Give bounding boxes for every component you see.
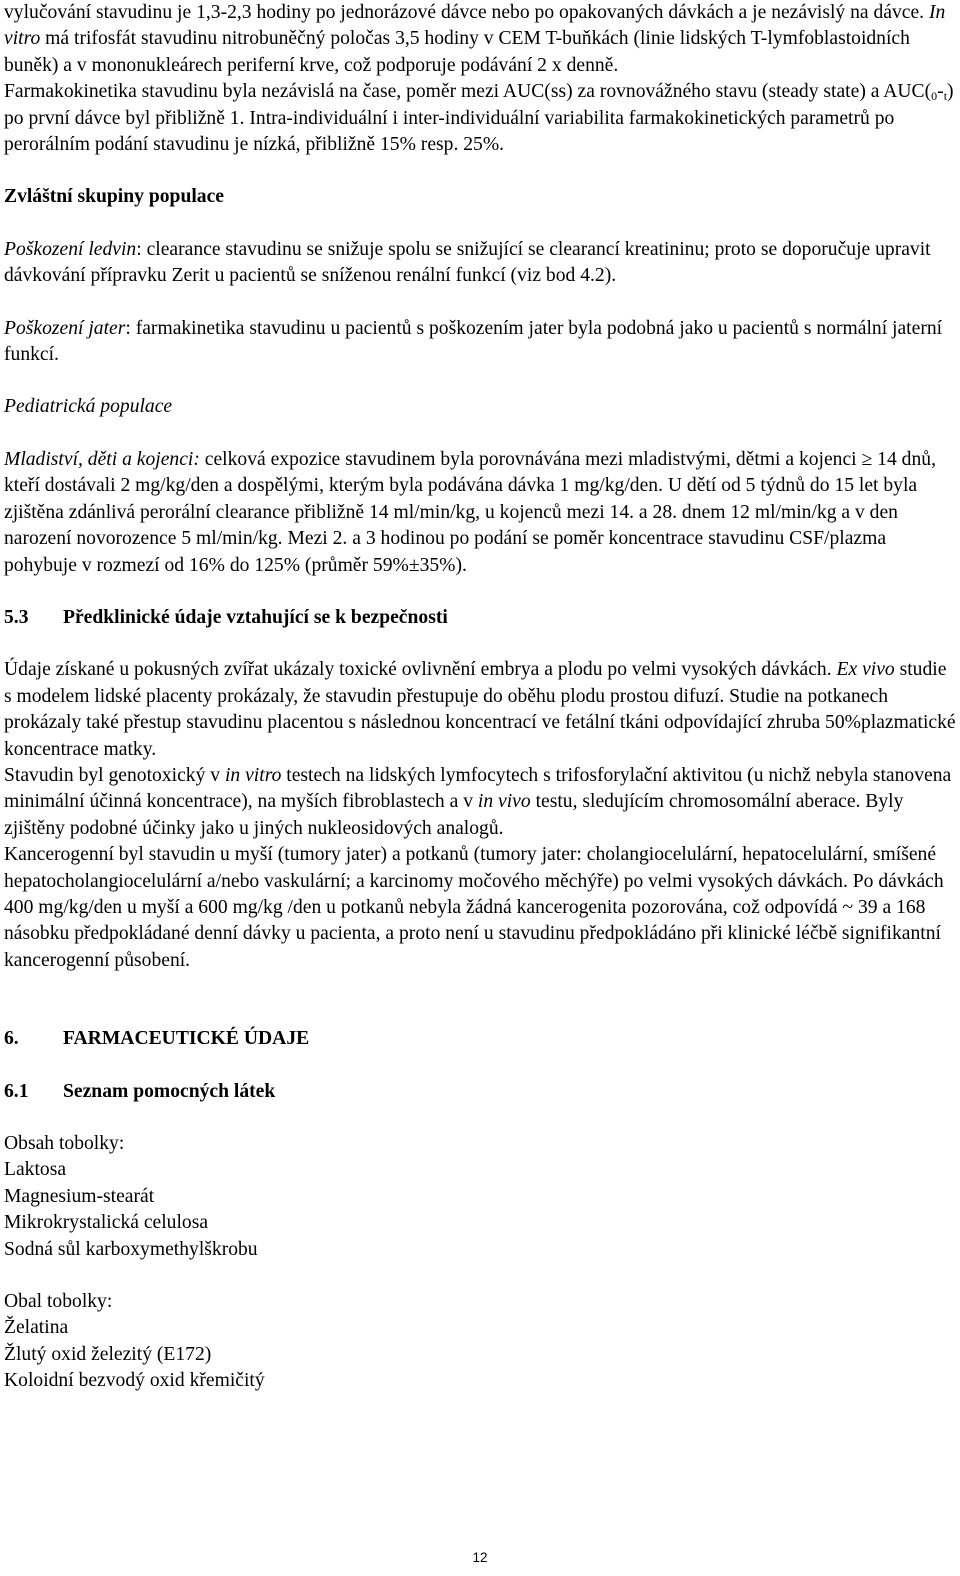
- subscript: 0: [931, 89, 938, 104]
- text-run: Údaje získané u pokusných zvířat ukázaly toxické ovlivnění embrya a plodu po velmi vysokých dávkách.: [4, 659, 837, 681]
- text-run: -: [937, 81, 944, 103]
- text-run-italic: Poškození ledvin: [4, 238, 137, 260]
- section-number: 6.: [4, 1028, 19, 1050]
- pediatric-paragraph: [4, 447, 956, 579]
- excipient-item: Koloidní bezvodý oxid křemičitý: [4, 1370, 265, 1392]
- section-title: Seznam pomocných látek: [63, 1080, 276, 1102]
- section-number: 6.1: [4, 1080, 29, 1102]
- text-run-italic: Mladiství, děti a kojenci:: [4, 448, 200, 470]
- section-title: Předklinické údaje vztahující se k bezpečnosti: [63, 606, 448, 628]
- text-run-italic: Poškození jater: [4, 317, 126, 339]
- excipient-item: Sodná sůl karboxymethylškrobu: [4, 1238, 258, 1260]
- preclinical-paragraph-3: Kancerogenní byl stavudin u myší (tumory jater) a potkanů (tumory jater: cholangiocelulární, hepatocelulární, smíšené hepatocholangiocelulární a/nebo vaskulární; a karcinomy močového měchýře) po velmi vysokých dávkách. Po dávkách 400 mg/kg/den u myší a 600 mg/kg /den u potkanů nebyla žádná kancerogenita pozorována, což odpovídá ~ 39 a 168 násobku předpokládané denní dávky u pacienta, a proto není u stavudinu předpokládáno při klinické léčbě signifikantní kancerogenní působení.: [4, 844, 944, 971]
- excipient-item: Želatina: [4, 1317, 69, 1339]
- excipient-item: Laktosa: [4, 1159, 67, 1181]
- text-run: má trifosfát stavudinu nitrobuněčný poločas 3,5 hodiny v CEM T-buňkách (linie lidských T-lymfoblastoidních buněk) a v mononukleárech periferní krve, což podporuje podávání 2 x denně.: [4, 28, 910, 76]
- greater-equal-sign: ≥: [861, 448, 873, 470]
- subscript: t: [943, 89, 948, 104]
- text-run: ) po první dávce byl přibližně 1. Intra-individuální i inter-individuální variabilita farmakokinetických parametrů po perorálním podání stavudinu je nízká, přibližně 15% resp. 25%.: [4, 81, 954, 156]
- capsule-shell-label: Obal tobolky:: [4, 1291, 113, 1313]
- section-number: 5.3: [4, 606, 29, 628]
- text-run: 14 dnů, kteří dostávali 2 mg/kg/den a dospělými, kterým byla podávána dávka 1 mg/kg/den. U dětí od 5 týdnů do 15 let byla zjištěna zdánlivá perorální clearance přibližně 14 ml/min/kg, u kojenců mezi 14. a 28. dnem 12 ml/min/kg a v den narození novorozence 5 ml/min/kg. Mezi 2. a 3 hodinou po podání se poměr koncentrace stavudinu CSF/plazma pohybuje v rozmezí od 16% do 125% (průměr 59%±35%).: [4, 448, 936, 576]
- text-run: celková expozice stavudinem byla porovnávána mezi mladistvými, dětmi a kojenci: [199, 448, 862, 470]
- section-heading-6: [4, 1026, 956, 1052]
- text-run: studie s modelem lidské placenty prokázaly, že stavudin přestupuje do oběhu plodu prostou difuzí. Studie na potkanech prokázaly také přestup stavudinu placentou s následnou koncentrací ve fetální tkáni odpovídající zhruba 50%plazmatické koncentrace matky.: [4, 659, 956, 760]
- pediatric-heading: Pediatrická populace: [4, 396, 173, 418]
- renal-impairment-paragraph: [4, 237, 956, 290]
- text-run: : farmakinetika stavudinu u pacientů s poškozením jater byla podobná jako u pacientů s normální jaterní funkcí.: [4, 317, 943, 366]
- excipient-item: Magnesium-stearát: [4, 1185, 155, 1207]
- document-page: [4, 0, 956, 1395]
- preclinical-paragraph-2: [4, 763, 956, 842]
- section-heading-special-populations: Zvláštní skupiny populace: [4, 186, 224, 208]
- section-title: FARMACEUTICKÉ ÚDAJE: [63, 1028, 310, 1050]
- section-heading-5-3: [4, 605, 956, 631]
- text-run: Farmakokinetika stavudinu byla nezávislá na čase, poměr mezi AUC(ss) za rovnovážného stavu (steady state) a AUC(: [4, 81, 932, 103]
- hepatic-impairment-paragraph: [4, 316, 956, 369]
- preclinical-paragraph-1: [4, 657, 956, 763]
- excipient-item: Žlutý oxid železitý (E172): [4, 1343, 212, 1365]
- text-run: vylučování stavudinu je 1,3-2,3 hodiny po jednorázové dávce nebo po opakovaných dávkách a je nezávislý na dávce.: [4, 2, 929, 23]
- pk-paragraph-2: [4, 79, 956, 158]
- text-run: Stavudin byl genotoxický v: [4, 764, 225, 786]
- text-run-italic: in vitro: [224, 764, 282, 786]
- pk-paragraph-1: [4, 0, 956, 79]
- text-run-italic: Ex vivo: [836, 659, 895, 681]
- text-run: : clearance stavudinu se snižuje spolu se snižující se clearancí kreatininu; proto se doporučuje upravit dávkování přípravku Zerit u pacientů se sníženou renální funkcí (viz bod 4.2).: [4, 238, 931, 287]
- text-run-italic: in vivo: [477, 791, 531, 813]
- text-run: testu, sledujícím chromosomální aberace. Byly zjištěny podobné účinky jako u jiných nukleosidových analogů.: [4, 791, 904, 839]
- capsule-contents-label: Obsah tobolky:: [4, 1133, 125, 1154]
- text-run: testech na lidských lymfocytech s trifosforylační aktivitou (u nichž nebyla stanovena minimální účinná koncentrace), na myších fibroblastech a v: [4, 764, 952, 813]
- section-heading-6-1: [4, 1079, 956, 1105]
- text-run-italic: In vitro: [4, 2, 946, 50]
- excipient-item: Mikrokrystalická celulosa: [4, 1212, 209, 1234]
- page-number: 12: [472, 1550, 488, 1565]
